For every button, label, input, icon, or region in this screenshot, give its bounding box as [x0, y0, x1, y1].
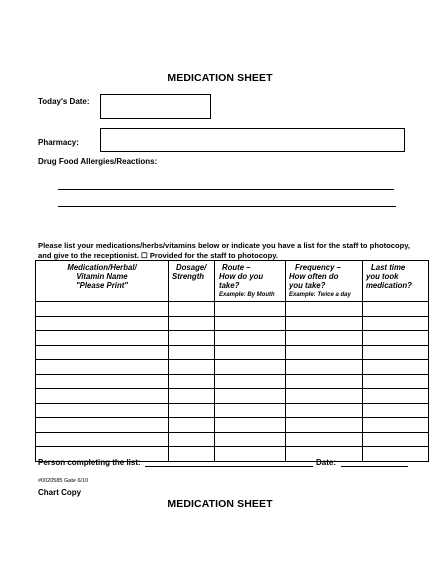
table-cell[interactable] [363, 403, 429, 418]
table-cell[interactable] [36, 403, 169, 418]
table-cell[interactable] [36, 389, 169, 404]
table-cell[interactable] [215, 316, 286, 331]
bottom-title: MEDICATION SHEET [167, 498, 273, 510]
allergies-line-2[interactable] [58, 206, 396, 207]
table-cell[interactable] [215, 345, 286, 360]
col-route-header: Route – How do you take? Example: By Mouth [215, 261, 286, 302]
table-cell[interactable] [215, 447, 286, 462]
table-cell[interactable] [286, 331, 363, 346]
instructions-line-2: and give to the receptionist. ☐ Provided for the staff to photocopy. [38, 251, 278, 260]
person-completing-line[interactable] [145, 466, 313, 467]
form-code: #0020585 Gate 6/10 [38, 478, 89, 484]
table-row [36, 331, 429, 346]
table-cell[interactable] [286, 374, 363, 389]
medication-table [35, 260, 429, 462]
table-cell[interactable] [215, 302, 286, 317]
table-cell[interactable] [36, 432, 169, 447]
allergies-label: Drug Food Allergies/Reactions: [38, 157, 158, 166]
table-cell[interactable] [363, 418, 429, 433]
table-cell[interactable] [363, 389, 429, 404]
table-header-row [36, 261, 429, 302]
table-row [36, 345, 429, 360]
table-row [36, 403, 429, 418]
table-row [36, 360, 429, 375]
table-cell[interactable] [169, 360, 215, 375]
table-cell[interactable] [286, 432, 363, 447]
table-cell[interactable] [363, 345, 429, 360]
pharmacy-label: Pharmacy: [38, 138, 79, 147]
table-cell[interactable] [286, 345, 363, 360]
pharmacy-field[interactable] [100, 128, 405, 152]
col-frequency-header: Frequency – How often do you take? Example: Twice a day [286, 261, 363, 302]
table-cell[interactable] [215, 360, 286, 375]
table-cell[interactable] [169, 447, 215, 462]
table-row [36, 316, 429, 331]
allergies-line-1[interactable] [58, 189, 394, 190]
table-cell[interactable] [169, 345, 215, 360]
table-cell[interactable] [215, 432, 286, 447]
instructions-line-1: Please list your medications/herbs/vitamins below or indicate you have a list for the staff to photocopy, [38, 241, 411, 250]
table-cell[interactable] [286, 389, 363, 404]
date-line[interactable] [341, 466, 408, 467]
table-cell[interactable] [363, 302, 429, 317]
table-cell[interactable] [363, 316, 429, 331]
table-cell[interactable] [363, 374, 429, 389]
date-label: Date: [316, 458, 337, 467]
col-medication-name-header: Medication/Herbal/ Vitamin Name "Please Print" [36, 261, 169, 302]
table-cell[interactable] [286, 316, 363, 331]
table-cell[interactable] [363, 360, 429, 375]
todays-date-label: Today's Date: [38, 97, 90, 106]
table-cell[interactable] [36, 345, 169, 360]
table-cell[interactable] [169, 331, 215, 346]
table-cell[interactable] [169, 316, 215, 331]
table-row [36, 374, 429, 389]
table-cell[interactable] [286, 418, 363, 433]
table-row [36, 302, 429, 317]
table-cell[interactable] [169, 418, 215, 433]
table-cell[interactable] [215, 389, 286, 404]
page-title: MEDICATION SHEET [167, 72, 273, 84]
table-cell[interactable] [169, 389, 215, 404]
table-cell[interactable] [36, 316, 169, 331]
table-row [36, 389, 429, 404]
table-cell[interactable] [169, 374, 215, 389]
person-completing-label: Person completing the list: [38, 458, 141, 467]
table-row [36, 418, 429, 433]
table-cell[interactable] [169, 432, 215, 447]
table-cell[interactable] [215, 374, 286, 389]
col-last-time-header: Last time you took medication? [363, 261, 429, 302]
table-cell[interactable] [36, 302, 169, 317]
todays-date-field[interactable] [100, 94, 211, 119]
table-cell[interactable] [169, 403, 215, 418]
table-cell[interactable] [215, 403, 286, 418]
col-dosage-header: Dosage/ Strength [169, 261, 215, 302]
table-row [36, 432, 429, 447]
table-cell[interactable] [286, 302, 363, 317]
table-cell[interactable] [36, 418, 169, 433]
table-cell[interactable] [363, 447, 429, 462]
table-cell[interactable] [36, 331, 169, 346]
table-cell[interactable] [36, 374, 169, 389]
table-cell[interactable] [363, 331, 429, 346]
table-cell[interactable] [286, 403, 363, 418]
table-cell[interactable] [363, 432, 429, 447]
table-cell[interactable] [215, 418, 286, 433]
table-cell[interactable] [215, 331, 286, 346]
table-cell[interactable] [36, 360, 169, 375]
table-cell[interactable] [286, 360, 363, 375]
chart-copy-label: Chart Copy [38, 488, 82, 497]
table-cell[interactable] [169, 302, 215, 317]
